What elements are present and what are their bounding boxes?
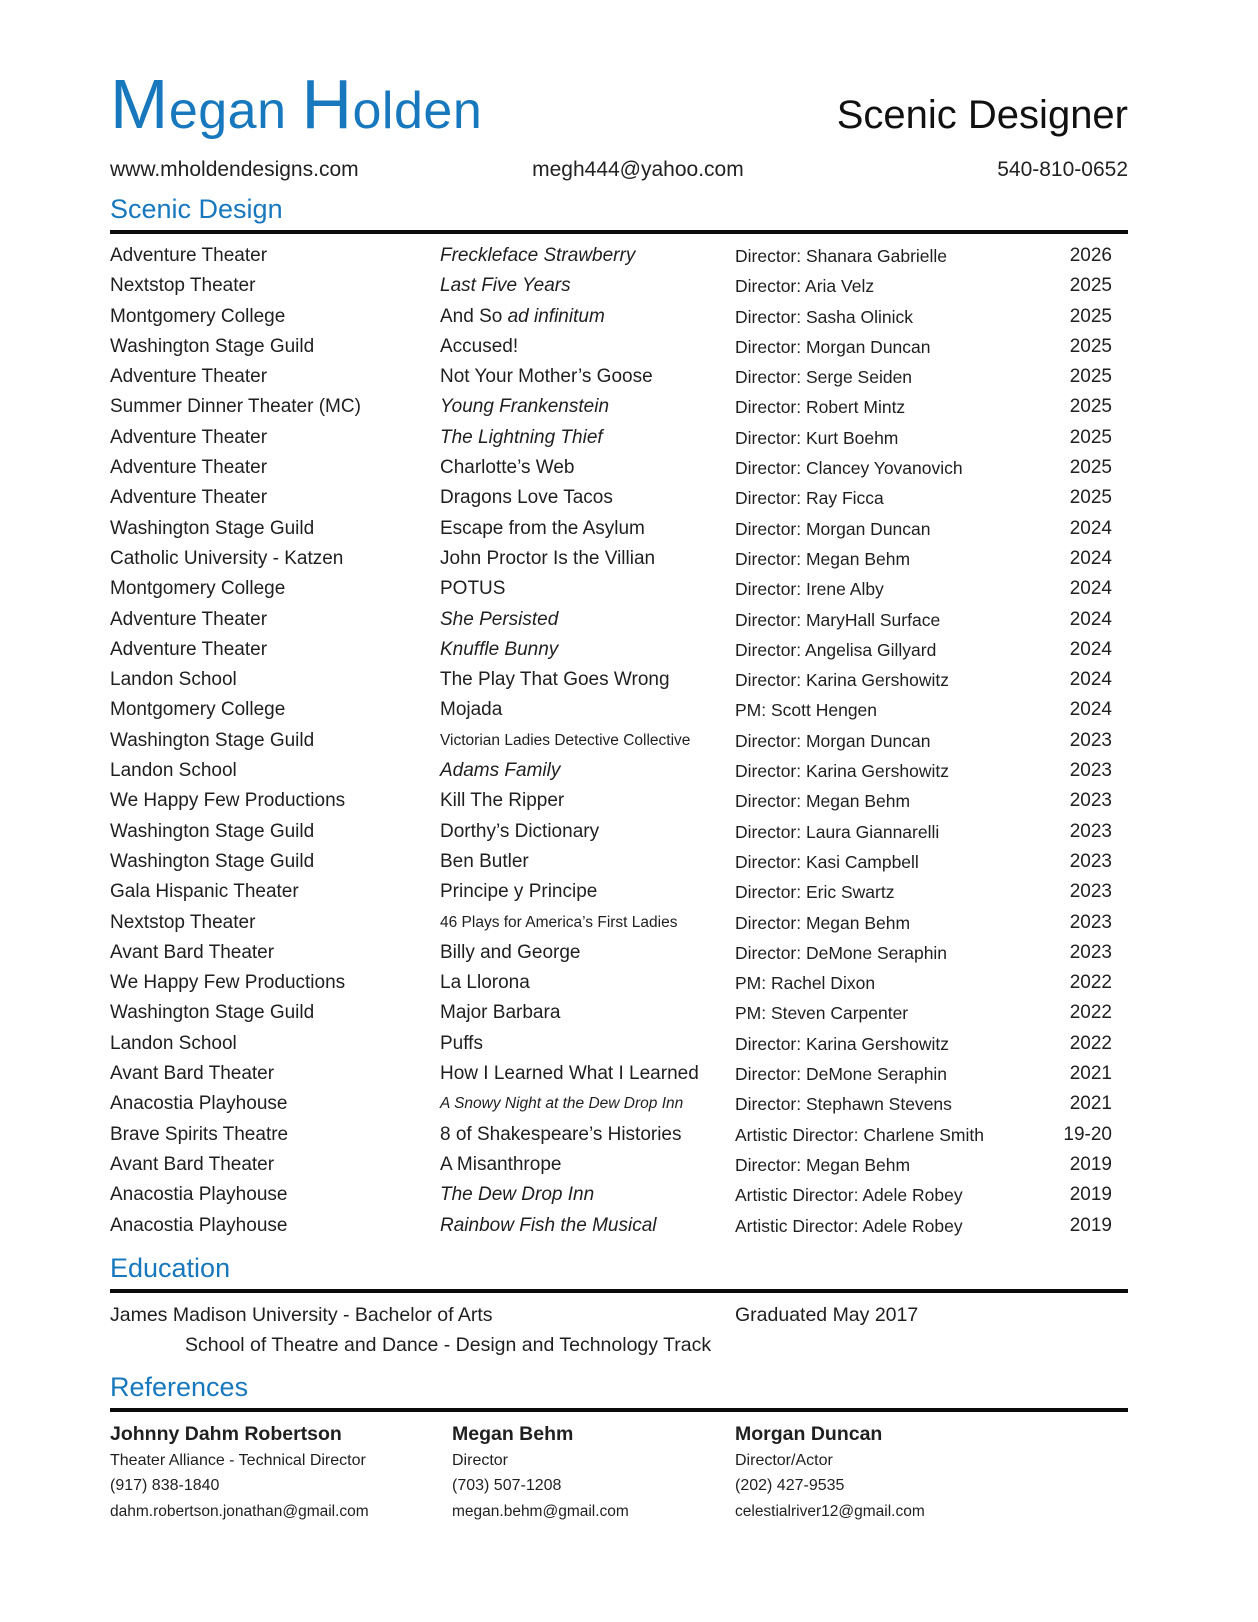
director-cell: Director: Serge Seiden bbox=[735, 367, 913, 388]
reference-role: Director bbox=[452, 1451, 509, 1469]
year-cell: 2019 bbox=[1069, 1214, 1112, 1236]
director-cell: Director: Kasi Campbell bbox=[735, 851, 919, 872]
credit-row bbox=[110, 998, 1128, 1028]
director-cell: PM: Scott Hengen bbox=[735, 700, 878, 721]
credit-row bbox=[110, 605, 1128, 635]
credit-row bbox=[110, 786, 1128, 816]
year-cell: 2024 bbox=[1069, 638, 1112, 660]
scenic-design-table bbox=[110, 241, 1128, 1241]
credit-row bbox=[110, 332, 1128, 362]
year-cell: 2019 bbox=[1069, 1184, 1112, 1206]
section-heading-references: References bbox=[110, 1371, 249, 1402]
job-title: Scenic Designer bbox=[836, 93, 1128, 137]
show-title-cell: Puffs bbox=[440, 1032, 483, 1054]
year-cell: 2025 bbox=[1069, 487, 1112, 509]
year-cell: 2021 bbox=[1069, 1093, 1112, 1115]
year-cell: 2022 bbox=[1069, 1002, 1112, 1024]
year-cell: 2023 bbox=[1069, 941, 1112, 963]
venue-cell: Nextstop Theater bbox=[110, 275, 256, 297]
credit-row bbox=[110, 665, 1128, 695]
director-cell: Director: DeMone Seraphin bbox=[735, 1064, 948, 1085]
director-cell: Director: Angelisa Gillyard bbox=[735, 639, 937, 660]
section-rule bbox=[110, 230, 1128, 234]
show-title-cell: And So ad infinitum bbox=[440, 305, 605, 327]
show-title-cell: She Persisted bbox=[440, 608, 559, 630]
credit-row bbox=[110, 423, 1128, 453]
credit-row bbox=[110, 544, 1128, 574]
page-title: Megan Holden bbox=[110, 65, 483, 143]
show-title-cell: Freckleface Strawberry bbox=[440, 245, 636, 266]
credit-row bbox=[110, 241, 1128, 271]
year-cell: 2021 bbox=[1069, 1063, 1112, 1085]
director-cell: Director: Morgan Duncan bbox=[735, 518, 931, 539]
credit-row bbox=[110, 877, 1128, 907]
year-cell: 2022 bbox=[1069, 972, 1112, 994]
education-row bbox=[110, 1300, 1128, 1330]
venue-cell: Adventure Theater bbox=[110, 457, 268, 479]
year-cell: 2024 bbox=[1069, 608, 1112, 630]
director-cell: PM: Rachel Dixon bbox=[735, 973, 876, 994]
website-link[interactable]: www.mholdendesigns.com bbox=[110, 158, 359, 181]
credit-row bbox=[110, 1120, 1128, 1150]
year-cell: 2025 bbox=[1069, 457, 1112, 479]
year-cell: 2023 bbox=[1069, 820, 1112, 842]
venue-cell: Brave Spirits Theatre bbox=[110, 1123, 289, 1145]
director-cell: Director: Megan Behm bbox=[735, 1154, 911, 1175]
show-title-cell: Young Frankenstein bbox=[440, 396, 610, 418]
venue-cell: Catholic University - Katzen bbox=[110, 547, 344, 569]
year-cell: 19-20 bbox=[1063, 1123, 1112, 1145]
credit-row bbox=[110, 1029, 1128, 1059]
venue-cell: Montgomery College bbox=[110, 699, 286, 721]
show-title-cell: How I Learned What I Learned bbox=[440, 1063, 699, 1085]
reference-role: Theater Alliance - Technical Director bbox=[110, 1451, 366, 1469]
year-cell: 2024 bbox=[1069, 517, 1112, 539]
year-cell: 2023 bbox=[1069, 911, 1112, 933]
education-graduated: Graduated May 2017 bbox=[735, 1303, 919, 1326]
venue-cell: Adventure Theater bbox=[110, 426, 268, 448]
show-title-cell: The Lightning Thief bbox=[440, 426, 603, 448]
year-cell: 2023 bbox=[1069, 850, 1112, 872]
credit-row bbox=[110, 483, 1128, 513]
credit-row bbox=[110, 726, 1128, 756]
credit-row bbox=[110, 1211, 1128, 1241]
show-title-cell: The Play That Goes Wrong bbox=[440, 669, 670, 691]
show-title-cell: Knuffle Bunny bbox=[440, 638, 559, 660]
reference-name: Megan Behm bbox=[452, 1422, 574, 1445]
year-cell: 2025 bbox=[1069, 366, 1112, 388]
year-cell: 2025 bbox=[1069, 335, 1112, 357]
show-title-cell: Dragons Love Tacos bbox=[440, 487, 613, 509]
contact-row bbox=[110, 158, 1128, 182]
show-title-cell: Charlotte’s Web bbox=[440, 457, 575, 479]
show-title-cell: Principe y Principe bbox=[440, 881, 598, 903]
director-cell: Director: Megan Behm bbox=[735, 791, 911, 812]
reference-phone: (703) 507-1208 bbox=[452, 1477, 562, 1495]
year-cell: 2025 bbox=[1069, 275, 1112, 297]
venue-cell: Avant Bard Theater bbox=[110, 1063, 275, 1085]
show-title-cell: Victorian Ladies Detective Collective bbox=[440, 731, 691, 749]
year-cell: 2024 bbox=[1069, 547, 1112, 569]
show-title-cell: Mojada bbox=[440, 699, 503, 721]
header bbox=[110, 64, 1128, 144]
show-title-cell: 8 of Shakespeare’s Histories bbox=[440, 1123, 682, 1145]
year-cell: 2023 bbox=[1069, 760, 1112, 782]
reference-card bbox=[735, 1421, 1128, 1525]
show-title-cell: Billy and George bbox=[440, 941, 581, 963]
reference-phone: (917) 838-1840 bbox=[110, 1477, 220, 1495]
director-cell: Director: Irene Alby bbox=[735, 579, 884, 600]
reference-card bbox=[452, 1421, 735, 1525]
credit-row bbox=[110, 392, 1128, 422]
credit-row bbox=[110, 574, 1128, 604]
director-cell: Director: Karina Gershowitz bbox=[735, 1033, 949, 1054]
credit-row bbox=[110, 514, 1128, 544]
section-rule bbox=[110, 1289, 1128, 1293]
show-title-cell: Adams Family bbox=[440, 760, 561, 782]
venue-cell: Avant Bard Theater bbox=[110, 941, 275, 963]
reference-name: Morgan Duncan bbox=[735, 1422, 883, 1445]
director-cell: Artistic Director: Charlene Smith bbox=[735, 1124, 984, 1145]
year-cell: 2025 bbox=[1069, 396, 1112, 418]
show-title-cell: A Snowy Night at the Dew Drop Inn bbox=[440, 1095, 684, 1113]
credit-row bbox=[110, 302, 1128, 332]
director-cell: Director: Kurt Boehm bbox=[735, 427, 899, 448]
show-title-cell: Last Five Years bbox=[440, 275, 571, 297]
year-cell: 2023 bbox=[1069, 790, 1112, 812]
director-cell: PM: Steven Carpenter bbox=[735, 1003, 909, 1024]
education-detail: School of Theatre and Dance - Design and Technology Track bbox=[185, 1333, 712, 1356]
reference-email[interactable]: megan.behm@gmail.com bbox=[452, 1502, 629, 1520]
venue-cell: Washington Stage Guild bbox=[110, 517, 315, 539]
reference-name: Johnny Dahm Robertson bbox=[110, 1422, 342, 1445]
venue-cell: Nextstop Theater bbox=[110, 911, 256, 933]
reference-phone: (202) 427-9535 bbox=[735, 1477, 845, 1495]
venue-cell: Summer Dinner Theater (MC) bbox=[110, 396, 361, 418]
show-title-cell: Escape from the Asylum bbox=[440, 517, 645, 539]
show-title-cell: John Proctor Is the Villian bbox=[440, 547, 656, 569]
venue-cell: Adventure Theater bbox=[110, 366, 268, 388]
show-title-cell: Accused! bbox=[440, 335, 519, 357]
director-cell: Director: Aria Velz bbox=[735, 276, 875, 297]
show-title-cell: Dorthy’s Dictionary bbox=[440, 820, 600, 842]
year-cell: 2024 bbox=[1069, 578, 1112, 600]
venue-cell: Adventure Theater bbox=[110, 487, 268, 509]
venue-cell: Adventure Theater bbox=[110, 638, 268, 660]
credit-row bbox=[110, 817, 1128, 847]
venue-cell: Adventure Theater bbox=[110, 245, 268, 266]
director-cell: Director: Morgan Duncan bbox=[735, 336, 931, 357]
reference-email[interactable]: dahm.robertson.jonathan@gmail.com bbox=[110, 1502, 369, 1520]
director-cell: Director: Laura Giannarelli bbox=[735, 821, 940, 842]
year-cell: 2023 bbox=[1069, 881, 1112, 903]
education-school: James Madison University - Bachelor of Arts bbox=[110, 1303, 493, 1326]
show-title-cell: Ben Butler bbox=[440, 850, 529, 872]
credit-row bbox=[110, 847, 1128, 877]
director-cell: Director: Robert Mintz bbox=[735, 397, 906, 418]
director-cell: Director: Karina Gershowitz bbox=[735, 670, 949, 691]
section-rule bbox=[110, 1408, 1128, 1412]
director-cell: Director: Megan Behm bbox=[735, 912, 911, 933]
venue-cell: Anacostia Playhouse bbox=[110, 1093, 288, 1115]
credit-row bbox=[110, 756, 1128, 786]
director-cell: Director: Karina Gershowitz bbox=[735, 761, 949, 782]
venue-cell: Washington Stage Guild bbox=[110, 335, 315, 357]
year-cell: 2023 bbox=[1069, 729, 1112, 751]
credit-row bbox=[110, 1059, 1128, 1089]
director-cell: Director: Eric Swartz bbox=[735, 882, 895, 903]
director-cell: Director: Clancey Yovanovich bbox=[735, 458, 963, 479]
credit-row bbox=[110, 1180, 1128, 1210]
credit-row bbox=[110, 695, 1128, 725]
credit-row bbox=[110, 938, 1128, 968]
credit-row bbox=[110, 635, 1128, 665]
venue-cell: Landon School bbox=[110, 669, 237, 691]
director-cell: Director: MaryHall Surface bbox=[735, 609, 941, 630]
section-heading-education: Education bbox=[110, 1252, 231, 1283]
director-cell: Artistic Director: Adele Robey bbox=[735, 1185, 963, 1206]
year-cell: 2025 bbox=[1069, 426, 1112, 448]
venue-cell: Adventure Theater bbox=[110, 608, 268, 630]
venue-cell: Avant Bard Theater bbox=[110, 1153, 275, 1175]
phone-number: 540-810-0652 bbox=[997, 158, 1128, 181]
year-cell: 2025 bbox=[1069, 305, 1112, 327]
reference-email[interactable]: celestialriver12@gmail.com bbox=[735, 1502, 925, 1520]
show-title-cell: Not Your Mother’s Goose bbox=[440, 366, 653, 388]
reference-card bbox=[110, 1421, 452, 1525]
credit-row bbox=[110, 1089, 1128, 1119]
credit-row bbox=[110, 271, 1128, 301]
venue-cell: Landon School bbox=[110, 1032, 237, 1054]
director-cell: Director: Sasha Olinick bbox=[735, 306, 913, 327]
director-cell: Director: DeMone Seraphin bbox=[735, 942, 948, 963]
venue-cell: Washington Stage Guild bbox=[110, 1002, 315, 1024]
credit-row bbox=[110, 362, 1128, 392]
show-title-cell: POTUS bbox=[440, 578, 506, 600]
venue-cell: Washington Stage Guild bbox=[110, 729, 315, 751]
year-cell: 2022 bbox=[1069, 1032, 1112, 1054]
show-title-cell: A Misanthrope bbox=[440, 1153, 562, 1175]
show-title-cell: Kill The Ripper bbox=[440, 790, 565, 812]
show-title-cell: The Dew Drop Inn bbox=[440, 1184, 595, 1206]
reference-role: Director/Actor bbox=[735, 1451, 833, 1469]
name-initial: M bbox=[110, 65, 169, 143]
venue-cell: Washington Stage Guild bbox=[110, 820, 315, 842]
show-title-cell: 46 Plays for America’s First Ladies bbox=[440, 913, 678, 931]
year-cell: 2026 bbox=[1069, 245, 1112, 266]
credit-row bbox=[110, 453, 1128, 483]
email-link[interactable]: megh444@yahoo.com bbox=[532, 158, 744, 181]
venue-cell: We Happy Few Productions bbox=[110, 972, 346, 994]
section-heading-scenic-design: Scenic Design bbox=[110, 194, 283, 224]
director-cell: Director: Shanara Gabrielle bbox=[735, 246, 948, 266]
director-cell: Director: Ray Ficca bbox=[735, 488, 884, 509]
venue-cell: Landon School bbox=[110, 760, 237, 782]
year-cell: 2019 bbox=[1069, 1153, 1112, 1175]
year-cell: 2024 bbox=[1069, 699, 1112, 721]
director-cell: Director: Stephawn Stevens bbox=[735, 1094, 952, 1115]
venue-cell: Anacostia Playhouse bbox=[110, 1184, 288, 1206]
director-cell: Director: Morgan Duncan bbox=[735, 730, 931, 751]
name-initial: H bbox=[301, 65, 353, 143]
venue-cell: Montgomery College bbox=[110, 578, 286, 600]
venue-cell: Montgomery College bbox=[110, 305, 286, 327]
venue-cell: Anacostia Playhouse bbox=[110, 1214, 288, 1236]
venue-cell: Washington Stage Guild bbox=[110, 850, 315, 872]
show-title-cell: Rainbow Fish the Musical bbox=[440, 1214, 657, 1236]
director-cell: Director: Megan Behm bbox=[735, 548, 911, 569]
credit-row bbox=[110, 968, 1128, 998]
show-title-cell: La Llorona bbox=[440, 972, 530, 994]
show-title-cell: Major Barbara bbox=[440, 1002, 561, 1024]
references-grid bbox=[110, 1421, 1128, 1525]
director-cell: Artistic Director: Adele Robey bbox=[735, 1215, 963, 1236]
credit-row bbox=[110, 908, 1128, 938]
year-cell: 2024 bbox=[1069, 669, 1112, 691]
venue-cell: Gala Hispanic Theater bbox=[110, 881, 299, 903]
credit-row bbox=[110, 1150, 1128, 1180]
venue-cell: We Happy Few Productions bbox=[110, 790, 346, 812]
